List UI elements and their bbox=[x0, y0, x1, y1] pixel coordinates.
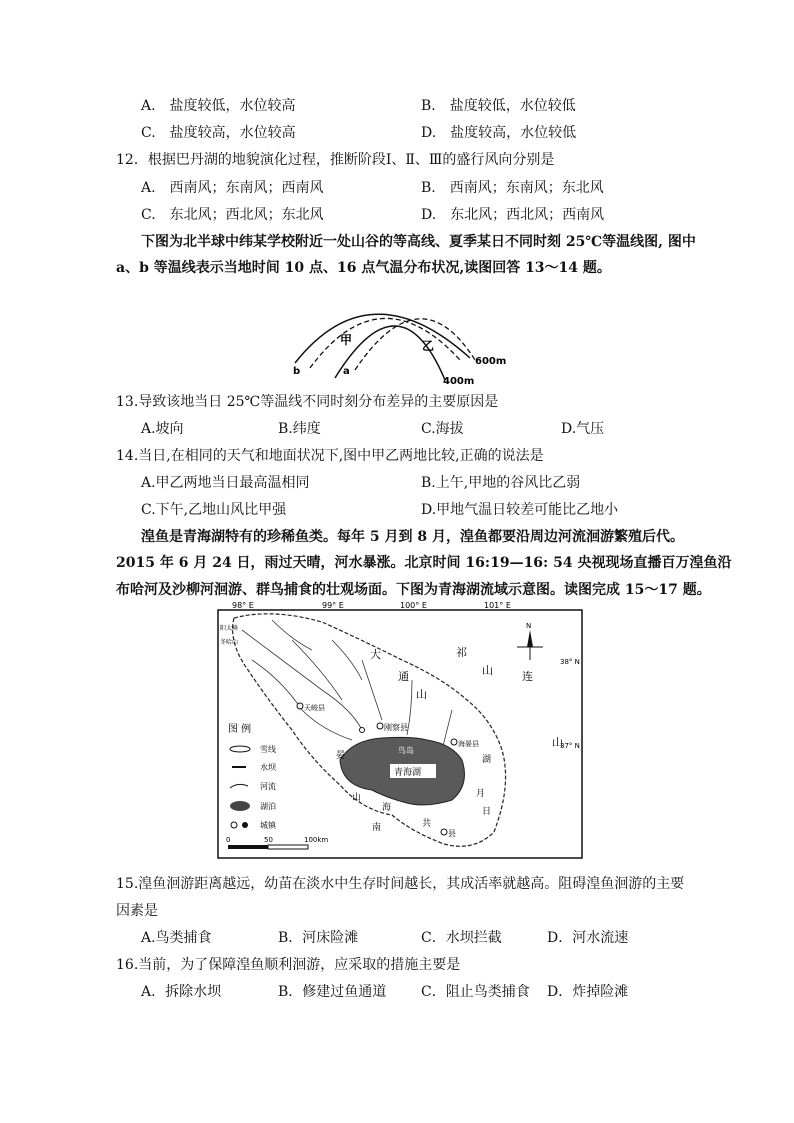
place-gangcha: 刚察县 bbox=[384, 723, 408, 732]
intro1-line1: 下图为北半球中纬某学校附近一处山谷的等高线、夏季某日不同时刻 25℃等温线图, 图中 bbox=[141, 234, 696, 250]
place-haiyan: 海晏县 bbox=[458, 740, 479, 748]
lat-37: 37° N bbox=[560, 742, 580, 750]
q11-option-d: D. 盐度较高，水位较低 bbox=[421, 125, 577, 141]
q14-option-a: A.甲乙两地当日最高温相同 bbox=[141, 475, 310, 491]
svg-text:祁: 祁 bbox=[456, 646, 467, 659]
legend-snowline: 雪线 bbox=[260, 745, 276, 754]
q13-option-c: C.海拔 bbox=[421, 421, 464, 437]
place-tianjun: 天峻县 bbox=[304, 704, 325, 712]
svg-text:100km: 100km bbox=[304, 836, 329, 844]
q13-option-a: A.坡向 bbox=[141, 421, 184, 437]
q13-option-b: B.纬度 bbox=[278, 421, 321, 437]
svg-text:大: 大 bbox=[370, 648, 381, 661]
island-label: 鸟岛 bbox=[398, 746, 414, 755]
lake-label: 青海湖 bbox=[394, 768, 422, 778]
svg-text:50: 50 bbox=[264, 836, 273, 844]
svg-text:山: 山 bbox=[416, 688, 427, 701]
q13-option-d: D.气压 bbox=[561, 421, 605, 437]
isotherm-b bbox=[310, 318, 460, 368]
q16-option-a: A．拆除水坝 bbox=[141, 984, 222, 1000]
svg-text:南: 南 bbox=[372, 823, 382, 833]
contour-600m bbox=[295, 314, 470, 363]
intro2-line3: 布哈河及沙柳河洄游、群鸟捕食的壮观场面。下图为青海湖流域示意图。读图完成 15～17 题。 bbox=[116, 582, 711, 598]
svg-text:日: 日 bbox=[482, 807, 492, 817]
svg-text:山: 山 bbox=[352, 793, 362, 803]
label-b: b bbox=[293, 366, 301, 377]
q12-option-c: C. 东北风；西北风；东北风 bbox=[141, 207, 324, 223]
q14-option-c: C.下午,乙地山风比甲强 bbox=[141, 502, 287, 518]
svg-text:湖: 湖 bbox=[482, 755, 492, 765]
q11-option-a: A. 盐度较低，水位较高 bbox=[141, 98, 296, 114]
svg-text:连: 连 bbox=[522, 670, 533, 683]
intro1-line2: a、b 等温线表示当地时间 10 点、16 点气温分布状况,读图回答 13～14 题。 bbox=[116, 260, 611, 276]
lon-101: 101° E bbox=[484, 601, 511, 610]
q14-stem: 14.当日,在相同的天气和地面状况下,图中甲乙两地比较,正确的说法是 bbox=[116, 448, 544, 464]
svg-text:晏: 晏 bbox=[336, 751, 346, 761]
label-400m: 400m bbox=[443, 376, 475, 387]
q13-stem: 13.导致该地当日 25℃等温线不同时刻分布差异的主要原因是 bbox=[116, 394, 499, 410]
q11-option-b: B. 盐度较低，水位较低 bbox=[421, 98, 576, 114]
q15-stem-line1: 15.湟鱼洄游距离越远，幼苗在淡水中生存时间越长，其成活率就越高。阻碍湟鱼洄游的主要 bbox=[116, 876, 685, 892]
q15-option-a: A.鸟类捕食 bbox=[141, 930, 212, 946]
q15-option-b: B．河床险滩 bbox=[278, 930, 359, 946]
svg-text:0: 0 bbox=[226, 836, 231, 844]
place-gong: 共 bbox=[422, 819, 432, 829]
legend-river: 河流 bbox=[260, 782, 276, 791]
q16-option-b: B．修建过鱼通道 bbox=[278, 984, 387, 1000]
label-a: a bbox=[343, 366, 350, 377]
place-xian: 县 bbox=[448, 829, 456, 838]
q12-option-d: D. 东北风；西北风；西南风 bbox=[421, 207, 605, 223]
svg-text:山: 山 bbox=[552, 736, 563, 749]
svg-text:山: 山 bbox=[482, 664, 493, 677]
place-yangtaifeng: 阳太峰 bbox=[220, 625, 239, 632]
svg-text:海: 海 bbox=[382, 803, 392, 813]
legend-title: 图 例 bbox=[228, 724, 252, 735]
q14-option-d: D.甲地气温日较差可能比乙地小 bbox=[421, 502, 619, 518]
q15-option-d: D．河水流速 bbox=[547, 930, 629, 946]
lon-99: 99° E bbox=[322, 601, 344, 610]
contour-figure bbox=[285, 278, 525, 388]
legend-dam: 水坝 bbox=[260, 763, 276, 772]
q12-option-b: B. 西南风；东南风；东北风 bbox=[421, 180, 604, 196]
label-yi: 乙 bbox=[422, 339, 435, 353]
q12-option-a: A. 西南风；东南风；西南风 bbox=[141, 180, 324, 196]
label-600m: 600m bbox=[475, 356, 507, 367]
isotherm-a bbox=[355, 319, 475, 370]
svg-text:通: 通 bbox=[398, 670, 409, 683]
intro2-line2: 2015 年 6 月 24 日，雨过天晴，河水暴涨。北京时间 16:19—16: 54 央视现场直播百万湟鱼沿 bbox=[116, 555, 732, 571]
lon-100: 100° E bbox=[400, 601, 427, 610]
legend-lake: 湖泊 bbox=[260, 802, 276, 811]
svg-text:N: N bbox=[526, 622, 532, 630]
label-jia: 甲 bbox=[340, 333, 353, 347]
q16-stem: 16.当前，为了保障湟鱼顺利洄游，应采取的措施主要是 bbox=[116, 957, 461, 973]
q15-option-c: C．水坝拦截 bbox=[421, 930, 502, 946]
lat-38: 38° N bbox=[560, 658, 580, 666]
q16-option-c: C．阻止鸟类捕食 bbox=[421, 984, 530, 1000]
q14-option-b: B.上午,甲地的谷风比乙弱 bbox=[421, 475, 581, 491]
q11-option-c: C. 盐度较高，水位较高 bbox=[141, 125, 296, 141]
q16-option-d: D．炸掉险滩 bbox=[547, 984, 629, 1000]
intro2-line1: 湟鱼是青海湖特有的珍稀鱼类。每年 5 月到 8 月，湟鱼都要沿周边河流洄游繁殖后代。 bbox=[141, 529, 684, 545]
q12-stem: 12．根据巴丹湖的地貌演化过程，推断阶段Ⅰ、Ⅱ、Ⅲ的盛行风向分别是 bbox=[116, 152, 555, 168]
lon-98: 98° E bbox=[232, 601, 254, 610]
svg-text:月: 月 bbox=[476, 789, 486, 799]
qinghai-lake-map bbox=[212, 600, 588, 862]
place-donghashan: 冬哈山 bbox=[220, 639, 239, 646]
legend-town: 城镇 bbox=[260, 821, 276, 830]
q15-stem-line2: 因素是 bbox=[116, 903, 158, 919]
